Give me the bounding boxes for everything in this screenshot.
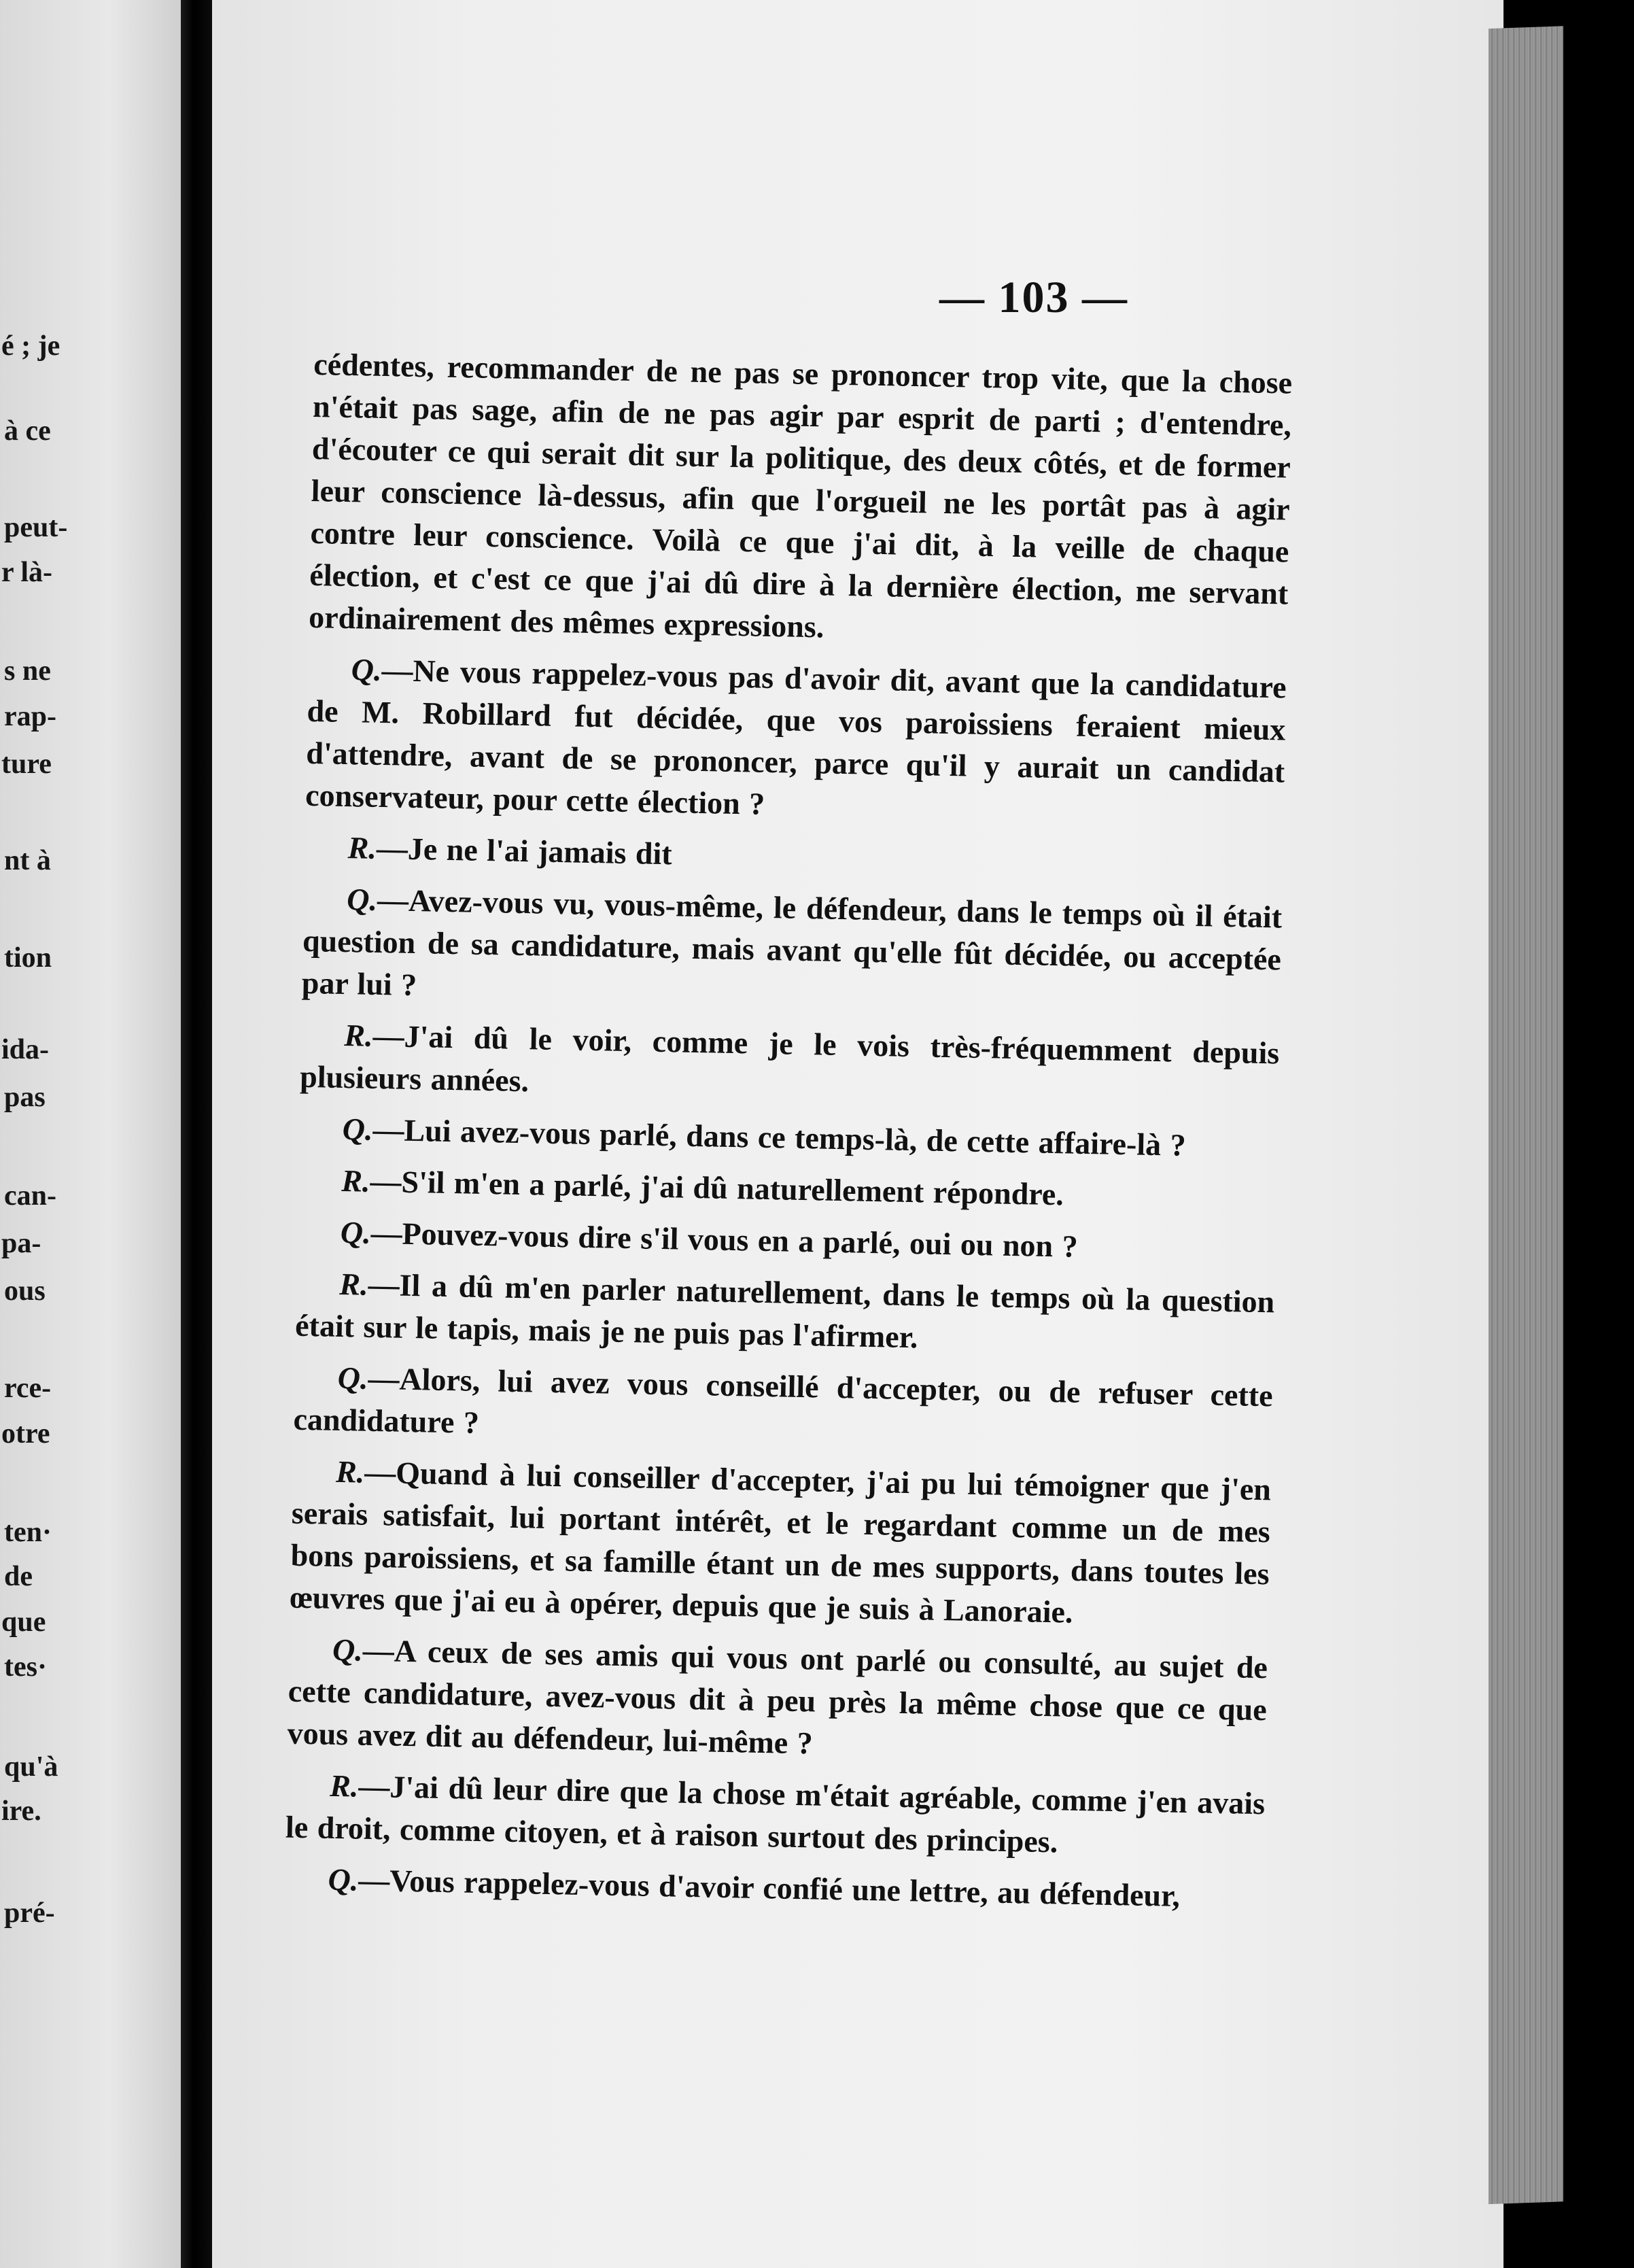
margin-fragment: pas: [4, 1082, 46, 1113]
margin-fragment: que: [1, 1606, 46, 1638]
question-paragraph: [284, 1858, 1264, 1919]
speaker-label: R.: [343, 1018, 374, 1053]
speaker-label: R.: [329, 1768, 359, 1804]
margin-fragment: otre: [1, 1418, 50, 1449]
page-stack-edge: [1489, 26, 1570, 2204]
paragraph-text: —Quand à lui conseiller d'accepter, j'ai pu lui témoigner que j'en serais satisfait, lui portant intérêt, et le regardant comme un de mes bons paroissiens, et sa famille étant un de mes supports, dans toutes les œuvres que j'ai eu à opérer, depuis que je suis à Lanoraie.: [290, 1454, 1272, 1630]
margin-fragment: ten·: [4, 1517, 52, 1548]
margin-fragment: à ce: [4, 415, 51, 447]
paragraph: [309, 343, 1293, 657]
margin-fragment: ture: [1, 749, 52, 780]
answer-paragraph: [285, 1764, 1265, 1868]
speaker-label: Q.: [340, 1214, 372, 1250]
margin-fragment: rap-: [4, 701, 56, 732]
margin-fragment: s ne: [4, 655, 51, 687]
speaker-label: Q.: [342, 1112, 374, 1147]
speaker-label: R.: [341, 1163, 371, 1199]
answer-paragraph: [290, 1450, 1271, 1638]
paragraph-text: —Ne vous rappelez-vous pas d'avoir dit, avant que la candidature de M. Robillard fut décidée, que vos paroissiens feraient mieux d'attendre, avant de se prononcer, parce qu'il y aurait un candidat conservateur, pour cette élection ?: [305, 653, 1287, 821]
paragraph-text: —J'ai dû leur dire que la chose m'était agréable, comme j'en avais le droit, comme citoyen, et à raison surtout des principes.: [285, 1768, 1266, 1859]
answer-paragraph: [295, 1262, 1275, 1366]
scan-border: [1563, 0, 1634, 2268]
page-number: — 103 —: [939, 273, 1128, 322]
paragraph-text: —A ceux de ses amis qui vous ont parlé ou consulté, au sujet de cette candidature, avez-vous dit à peu près la même chose que ce que vous avez dit au défendeur, lui-même ?: [287, 1632, 1268, 1761]
margin-fragment: qu'à: [4, 1751, 58, 1783]
paragraph-text: —Avez-vous vu, vous-même, le défendeur, dans le temps où il était question de sa candidature, mais avant qu'elle fût décidée, ou acceptée par lui ?: [301, 882, 1283, 1003]
page: [212, 0, 1503, 2268]
margin-fragment: ous: [4, 1275, 46, 1307]
paragraph-text: —S'il m'en a parlé, j'ai dû naturellement répondre.: [370, 1163, 1064, 1212]
answer-paragraph: [300, 1014, 1280, 1117]
question-paragraph: [301, 878, 1282, 1023]
body-text: [284, 343, 1293, 1928]
margin-fragment: can-: [4, 1180, 56, 1212]
speaker-label: Q.: [337, 1360, 369, 1396]
paragraph-text: —Pouvez-vous dire s'il vous en a parlé, oui ou non ?: [370, 1215, 1079, 1264]
book-gutter: [181, 0, 212, 2268]
margin-fragment: tion: [4, 942, 52, 974]
paragraph-text: —Alors, lui avez vous conseillé d'accepter, ou de refuser cette candidature ?: [293, 1360, 1274, 1440]
speaker-label: R.: [347, 830, 377, 865]
margin-fragment: ire.: [1, 1796, 41, 1827]
paragraph-text: —Vous rappelez-vous d'avoir confié une lettre, au défendeur,: [358, 1862, 1181, 1913]
margin-fragment: r là-: [1, 557, 53, 588]
margin-fragment: pré-: [4, 1897, 55, 1929]
answer-paragraph: [298, 1159, 1277, 1220]
paragraph-text: —J'ai dû le voir, comme je le vois très-fréquemment depuis plusieurs années.: [299, 1018, 1280, 1099]
margin-fragment: rce-: [4, 1373, 52, 1404]
margin-fragment: tes·: [4, 1651, 47, 1683]
previous-page-fragment: [0, 0, 181, 2268]
speaker-label: Q.: [346, 882, 378, 917]
speaker-label: Q.: [328, 1861, 359, 1897]
question-paragraph: [287, 1628, 1268, 1774]
margin-fragment: peut-: [4, 512, 68, 543]
question-paragraph: [298, 1107, 1278, 1169]
paragraph-text: —Je ne l'ai jamais dit: [376, 830, 673, 872]
question-paragraph: [293, 1356, 1273, 1460]
speaker-label: Q.: [351, 652, 383, 687]
margin-fragment: ida-: [1, 1034, 50, 1065]
question-paragraph: [296, 1211, 1276, 1272]
answer-paragraph: [304, 826, 1283, 887]
margin-fragment: de: [4, 1561, 33, 1592]
paragraph-text: —Lui avez-vous parlé, dans ce temps-là, de cette affaire-là ?: [372, 1112, 1187, 1163]
margin-fragment: pa-: [1, 1228, 41, 1259]
margin-fragment: nt à: [4, 845, 51, 876]
speaker-label: Q.: [332, 1632, 364, 1668]
question-paragraph: [305, 648, 1287, 836]
margin-fragment: é ; je: [1, 330, 60, 362]
paragraph-text: —Il a dû m'en parler naturellement, dans le temps où la question était sur le tapis, mais je ne puis pas l'afirmer.: [294, 1267, 1275, 1355]
speaker-label: R.: [338, 1266, 369, 1302]
speaker-label: R.: [335, 1454, 365, 1490]
paragraph-text: cédentes, recommander de ne pas se prononcer trop vite, que la chose n'était pas sage, afin de ne pas agir par esprit de parti ; d'entendre, d'écouter ce qui serait dit sur la politique, des deux côtés, et de former leur conscience là-dessus, afin que l'orgueil ne les portât pas à agir contre leur conscience. Voilà ce que j'ai dit, à la veille de chaque élection, et c'est ce que j'ai dû dire à la dernière élection, me servant ordinairement des mêmes expressions.: [308, 346, 1293, 645]
